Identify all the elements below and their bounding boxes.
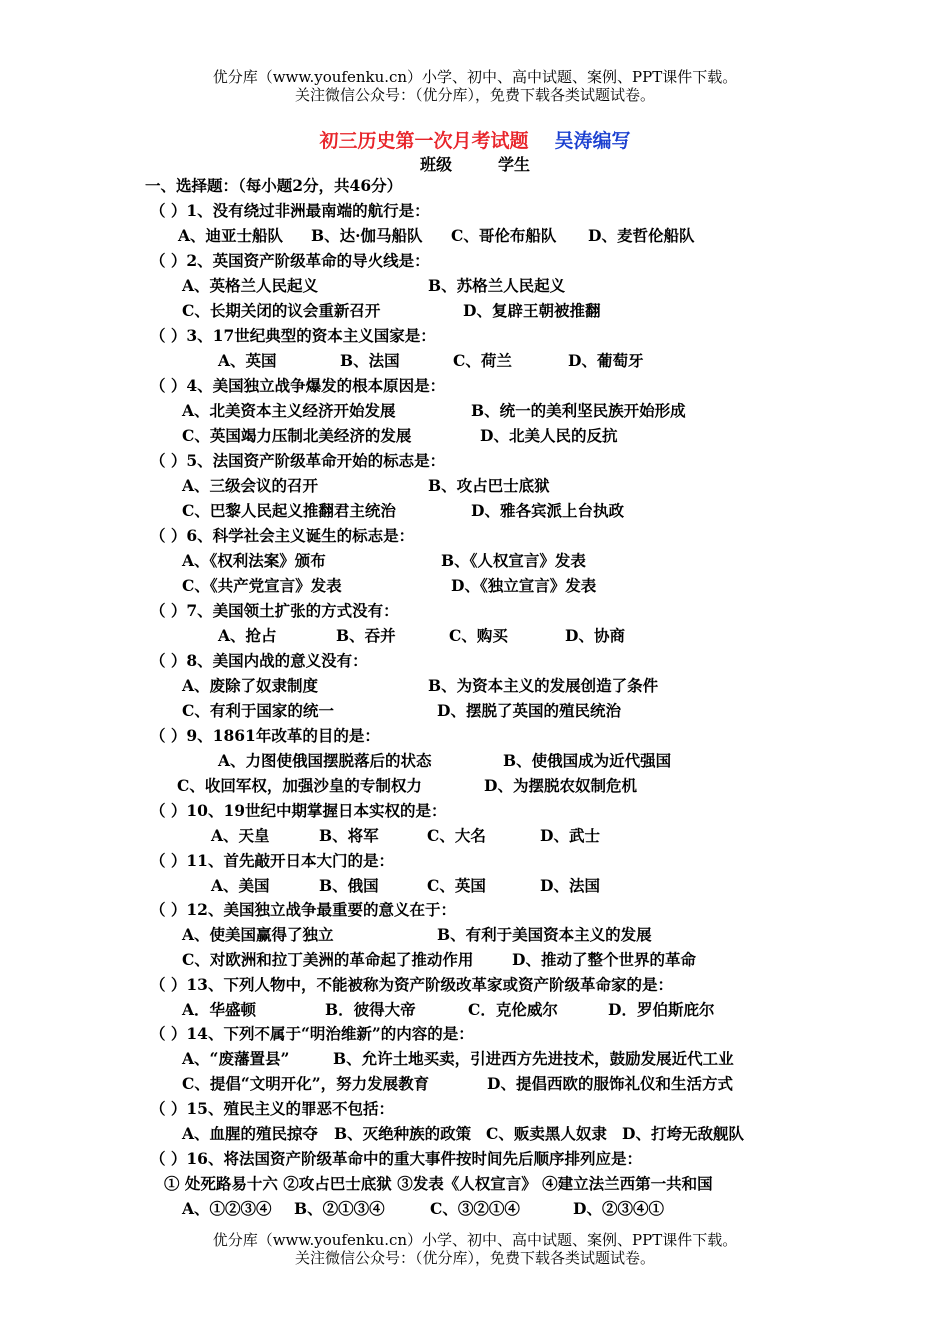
question-13-stem: （ ）13、下列人物中，不能被称为资产阶级改革家或资产阶级革命家的是：	[150, 975, 673, 994]
option-a: A、抢占	[218, 626, 277, 645]
option-d: D、推动了整个世界的革命	[512, 950, 696, 969]
option-a: A、①②③④	[182, 1199, 272, 1218]
option-a: A、英国	[218, 351, 277, 370]
option-b: B、为资本主义的发展创造了条件	[428, 676, 659, 695]
option-b: B、吞并	[336, 626, 396, 645]
option-a: A、迪亚士船队	[178, 226, 284, 245]
option-d: D、协商	[565, 626, 625, 645]
option-b: B、有利于美国资本主义的发展	[437, 925, 652, 944]
class-student-line	[0, 152, 950, 175]
option-b: B、《人权宣言》发表	[441, 551, 586, 570]
option-b: B、达·伽马船队	[311, 226, 423, 245]
question-5-stem: （ ）5、法国资产阶级革命开始的标志是：	[150, 451, 446, 470]
question-15-stem: （ ）15、殖民主义的罪恶不包括：	[150, 1099, 394, 1118]
option-d: D、提倡西欧的服饰礼仪和生活方式	[487, 1074, 733, 1093]
option-b: B、苏格兰人民起义	[428, 276, 566, 295]
class-label: 班级	[419, 155, 452, 174]
option-a: A、使美国赢得了独立	[182, 925, 334, 944]
option-a: A、“废藩置县”	[182, 1049, 290, 1068]
option-c: C、英国	[427, 876, 486, 895]
option-d: D、法国	[540, 876, 600, 895]
exam-author: 吴涛编写	[554, 130, 631, 152]
header-line-2: 关注微信公众号：（优分库），免费下载各类试题试卷。	[294, 86, 655, 104]
option-d: D、②③④①	[573, 1199, 664, 1218]
option-a: A、《权利法案》颁布	[182, 551, 326, 570]
option-c: C、③②①④	[430, 1199, 520, 1218]
question-1-stem: （ ）1、没有绕过非洲最南端的航行是：	[150, 201, 430, 220]
exam-title-main: 初三历史第一次月考试题	[319, 130, 529, 152]
option-c: C、贩卖黑人奴隶	[486, 1124, 607, 1143]
option-d: D、麦哲伦船队	[588, 226, 695, 245]
question-16-stem: （ ）16、将法国资产阶级革命中的重大事件按时间先后顺序排列应是：	[150, 1149, 642, 1168]
option-c: C、对欧洲和拉丁美洲的革命起了推动作用	[182, 950, 474, 969]
option-b: B、攻占巴士底狱	[428, 476, 550, 495]
exam-title	[0, 126, 950, 153]
option-c: C、英国竭力压制北美经济的发展	[182, 426, 412, 445]
question-2-stem: （ ）2、英国资产阶级革命的导火线是：	[150, 251, 430, 270]
option-c: C、巴黎人民起义推翻君主统治	[182, 501, 396, 520]
header-line-1: 优分库（www.youfenku.cn）小学、初中、高中试题、案例、PPT课件下载。	[212, 68, 738, 86]
footer-line-2: 关注微信公众号：（优分库），免费下载各类试题试卷。	[294, 1249, 655, 1267]
question-14-stem: （ ）14、下列不属于“明治维新”的内容的是：	[150, 1024, 474, 1043]
option-a: A、天皇	[211, 826, 270, 845]
option-b: B、将军	[319, 826, 379, 845]
option-a: A、美国	[211, 876, 270, 895]
option-a: A、三级会议的召开	[182, 476, 319, 495]
footer-line-1: 优分库（www.youfenku.cn）小学、初中、高中试题、案例、PPT课件下载。	[212, 1231, 738, 1249]
question-9-stem: （ ）9、1861年改革的目的是：	[150, 726, 380, 745]
option-d: D、复辟王朝被推翻	[463, 301, 601, 320]
option-d: D、为摆脱农奴制危机	[484, 776, 637, 795]
option-d: D、打垮无敌舰队	[622, 1124, 744, 1143]
question-7-stem: （ ）7、美国领土扩张的方式没有：	[150, 601, 399, 620]
option-c: C、提倡“文明开化”，努力发展教育	[182, 1074, 430, 1093]
option-d: D、武士	[540, 826, 600, 845]
option-a: A、北美资本主义经济开始发展	[182, 401, 396, 420]
option-c: C、《共产党宣言》发表	[182, 576, 342, 595]
option-a: A．华盛顿	[182, 1000, 257, 1019]
section-heading: 一、选择题：（每小题2分，共46分）	[145, 176, 403, 195]
option-d: D．罗伯斯庇尔	[608, 1000, 715, 1019]
question-11-stem: （ ）11、首先敲开日本大门的是：	[150, 851, 394, 870]
option-b: B．彼得大帝	[325, 1000, 416, 1019]
option-b: B、允许土地买卖，引进西方先进技术，鼓励发展近代工业	[333, 1049, 734, 1068]
option-a: A、血腥的殖民掠夺	[182, 1124, 319, 1143]
option-d: D、雅各宾派上台执政	[471, 501, 624, 520]
option-c: C．克伦威尔	[468, 1000, 558, 1019]
question-8-stem: （ ）8、美国内战的意义没有：	[150, 651, 368, 670]
option-a: A、废除了奴隶制度	[182, 676, 319, 695]
option-c: C、有利于国家的统一	[182, 701, 334, 720]
question-12-stem: （ ）12、美国独立战争最重要的意义在于：	[150, 900, 456, 919]
option-c: C、收回军权，加强沙皇的专制权力	[177, 776, 422, 795]
option-c: C、长期关闭的议会重新召开	[182, 301, 381, 320]
option-c: C、荷兰	[453, 351, 512, 370]
option-d: D、《独立宣言》发表	[451, 576, 597, 595]
question-4-stem: （ ）4、美国独立战争爆发的根本原因是：	[150, 376, 446, 395]
question-3-stem: （ ）3、17世纪典型的资本主义国家是：	[150, 326, 436, 345]
question-16-events: ① 处死路易十六 ②攻占巴士底狱 ③发表《人权宣言》 ④建立法兰西第一共和国	[164, 1174, 713, 1193]
question-10-stem: （ ）10、19世纪中期掌握日本实权的是：	[150, 801, 447, 820]
option-c: C、购买	[449, 626, 508, 645]
option-d: D、北美人民的反抗	[480, 426, 618, 445]
option-d: D、葡萄牙	[568, 351, 644, 370]
option-b: B、法国	[340, 351, 400, 370]
option-b: B、②①③④	[294, 1199, 385, 1218]
option-d: D、摆脱了英国的殖民统治	[437, 701, 621, 720]
option-b: B、统一的美利坚民族开始形成	[471, 401, 686, 420]
question-6-stem: （ ）6、科学社会主义诞生的标志是：	[150, 526, 415, 545]
option-b: B、灭绝种族的政策	[334, 1124, 472, 1143]
option-c: C、哥伦布船队	[451, 226, 557, 245]
option-a: A、力图使俄国摆脱落后的状态	[218, 751, 432, 770]
student-label: 学生	[498, 155, 531, 174]
option-a: A、英格兰人民起义	[182, 276, 319, 295]
option-b: B、俄国	[319, 876, 379, 895]
option-c: C、大名	[427, 826, 486, 845]
option-b: B、使俄国成为近代强国	[503, 751, 672, 770]
